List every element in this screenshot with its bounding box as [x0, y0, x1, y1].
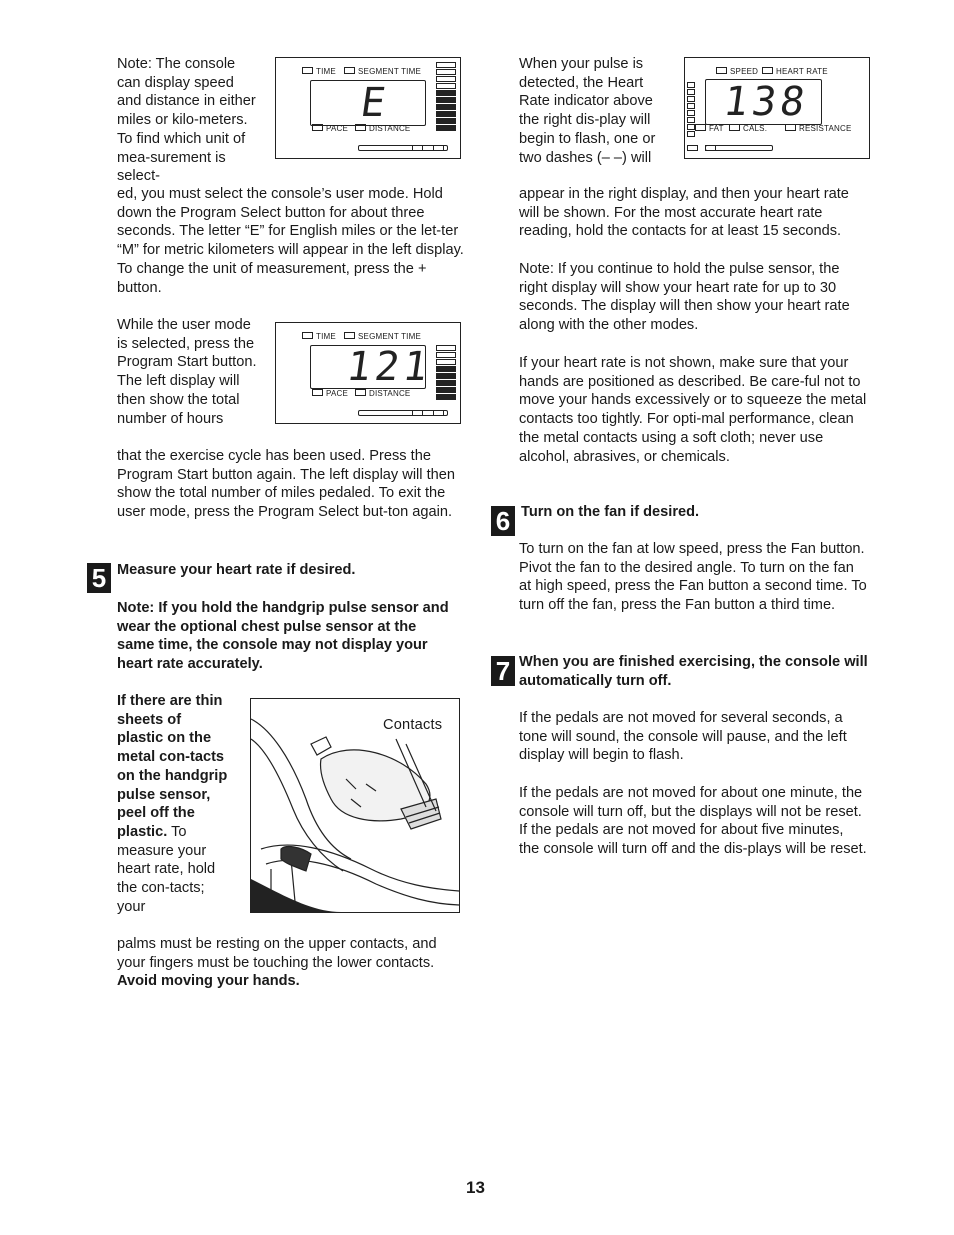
lcd-screen	[310, 80, 426, 126]
step-7-para-2: If the pedals are not moved for about one minute, the console will turn off, but the displays will not be reset. If the pedals are not moved for about five minutes, the console will turn off and the dis-plays will be reset.	[519, 785, 867, 858]
progress-track	[705, 145, 773, 151]
console-display-e	[275, 57, 461, 159]
step-6-title: Turn on the fan if desired.	[521, 504, 700, 520]
pace-label: PACE	[326, 389, 348, 398]
left-note-wrap: Note: The console can display speed and distance in either miles or kilo-meters. To find which unit of mea-surement is select-	[117, 56, 256, 185]
pulse-detected-wrap: When your pulse is detected, the Heart Rate indicator above the right dis-play will begin to flash, one or two dashes (– –) will	[519, 56, 656, 166]
user-mode-full: that the exercise cycle has been used. Press the Program Start button again. The left display will then show the total number of miles pedaled. To exit the user mode, press the Program Select but-ton again.	[117, 448, 456, 521]
fat-label: FAT	[709, 124, 724, 133]
hand-position-text	[117, 935, 465, 991]
level-bars	[436, 62, 456, 132]
console-display-121	[275, 322, 461, 424]
time-label: TIME	[316, 332, 336, 341]
pace-label: PACE	[326, 124, 348, 133]
plastic-instruction-bold: If there are thin sheets of plastic on the metal con-tacts on the handgrip pulse sensor, peel off the plastic.	[117, 693, 228, 840]
contacts-label: Contacts	[383, 717, 443, 733]
step-5-note: Note: If you hold the handgrip pulse sensor and wear the optional chest pulse sensor at the same time, the console may not display your heart rate accurately.	[117, 600, 449, 673]
lcd-value: 138	[720, 79, 812, 125]
lcd-screen	[310, 344, 435, 390]
cals-label: CALS.	[743, 124, 768, 133]
left-note-full: ed, you must select the console’s user mode. Hold down the Program Select button for about three seconds. The letter “E” for English miles or the let-ter “M” for metric kilometers will appear in the left display. To change the unit of measurement, press the + button.	[117, 186, 464, 296]
step-6-badge: 6	[491, 506, 515, 536]
lcd-screen	[705, 79, 822, 125]
step-7-badge: 7	[491, 656, 515, 686]
indicator	[687, 145, 698, 151]
step-6-text: To turn on the fan at low speed, press the Fan button. Pivot the fan to the desired angle. To turn on the fan at high speed, press the Fan button a second time. To turn off the fan, press the Fan button a third time.	[519, 541, 867, 614]
handgrip-illustration	[250, 698, 460, 913]
indicator	[412, 145, 423, 151]
heart-rate-label: HEART RATE	[776, 67, 828, 76]
level-bars	[687, 82, 695, 138]
heart-rate-not-shown: If your heart rate is not shown, make sure that your hands are positioned as described. Be care-ful not to move your hands excessively or to squeeze the metal contacts too tightly. For opti-mal performance, clean the metal contacts using a soft cloth; never use alcohol, abrasives, or chemicals.	[519, 355, 867, 465]
lcd-value: 121	[343, 344, 435, 390]
page-number: 13	[466, 1178, 485, 1197]
distance-label: DISTANCE	[369, 389, 411, 398]
pulse-detected-full: appear in the right display, and then your heart rate will be shown. For the most accurate heart rate reading, hold the contacts for at least 15 seconds.	[519, 186, 849, 240]
indicator	[433, 145, 444, 151]
lcd-value: E	[357, 80, 393, 126]
level-bars	[436, 345, 456, 401]
step-7-title: When you are finished exercising, the console will automatically turn off.	[519, 654, 868, 689]
speed-label: SPEED	[730, 67, 759, 76]
plastic-instruction-rest: To measure your heart rate, hold the con-tacts; your	[117, 823, 216, 915]
user-mode-wrap: While the user mode is selected, press the Program Start button. The left display will then show the total number of hours	[117, 317, 257, 427]
plastic-instruction	[117, 692, 229, 916]
distance-label: DISTANCE	[369, 124, 411, 133]
segment-time-label: SEGMENT TIME	[358, 332, 422, 341]
avoid-moving-note: Avoid moving your hands.	[117, 973, 300, 990]
step-7-para-1: If the pedals are not moved for several seconds, a tone will sound, the console will pause, and the left display will begin to flash.	[519, 710, 847, 764]
resistance-label: RESISTANCE	[799, 124, 852, 133]
segment-time-label: SEGMENT TIME	[358, 67, 422, 76]
hand-position-body: palms must be resting on the upper contacts, and your fingers must be touching the lower contacts.	[117, 936, 437, 971]
indicator	[412, 410, 423, 416]
step-5-title: Measure your heart rate if desired.	[117, 562, 356, 578]
indicator	[433, 410, 444, 416]
continue-holding-note: Note: If you continue to hold the pulse sensor, the right display will show your heart rate for up to 30 seconds. The display will then show your heart rate along with the other modes.	[519, 261, 850, 334]
console-display-138	[684, 57, 870, 159]
time-label: TIME	[316, 67, 336, 76]
step-5-badge: 5	[87, 563, 111, 593]
